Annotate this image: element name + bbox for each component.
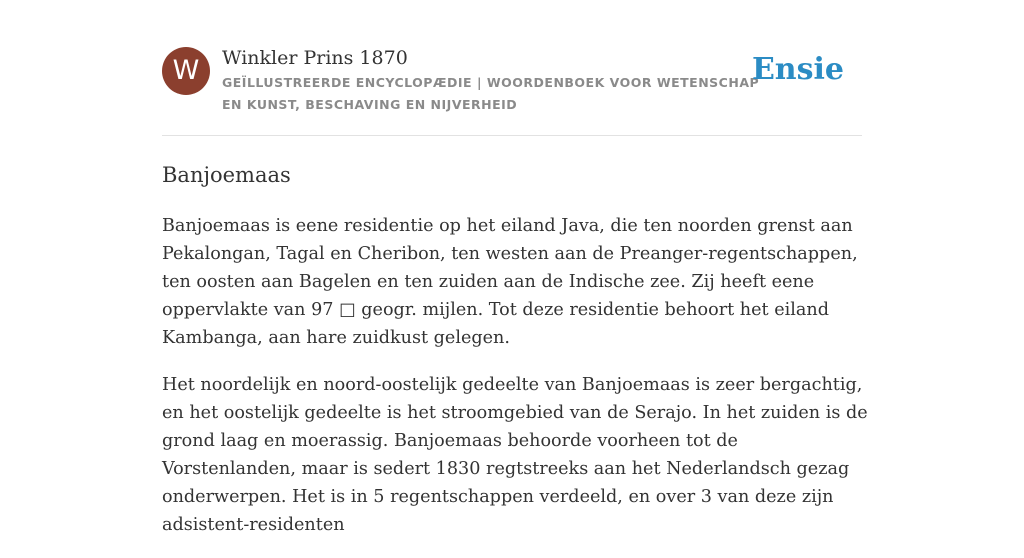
- brand-logo-link[interactable]: Ensie: [751, 52, 844, 87]
- header-divider: [162, 135, 862, 136]
- header: [162, 46, 862, 116]
- article-title: Banjoemaas: [162, 163, 291, 187]
- article-body: [162, 212, 868, 558]
- paragraph: Banjoemaas is eene residentie op het eiland Java, die ten noorden grenst aan Pekalongan, Tagal en Cheribon, ten westen aan de Preanger-regentschappen, ten oosten aan Bagelen en ten zuiden aan de Indische zee. Zij heeft eene oppervlakte van 97 □ geogr. mijlen. Tot deze residentie behoort het eiland Kambanga, aan hare zuidkust gelegen.: [162, 216, 858, 348]
- avatar[interactable]: W: [162, 47, 210, 95]
- paragraph: Het noordelijk en noord-oostelijk gedeelte van Banjoemaas is zeer bergachtig, en het oostelijk gedeelte is het stroomgebied van de Serajo. In het zuiden is de grond laag en moerassig. Banjoemaas behoorde voorheen tot de Vorstenlanden, maar is sedert 1830 regtstreeks aan het Nederlandsch gezag onderwerpen. Het is in 5 regentschappen verdeeld, en over 3 van deze zijn adsistent-residenten: [162, 375, 868, 535]
- book-subtitle: GEÏLLUSTREERDE ENCYCLOPÆDIE | WOORDENBOEK VOOR WETENSCHAP EN KUNST, BESCHAVING EN NIJVERHEID: [222, 75, 760, 112]
- book-title[interactable]: Winkler Prins 1870: [222, 47, 408, 69]
